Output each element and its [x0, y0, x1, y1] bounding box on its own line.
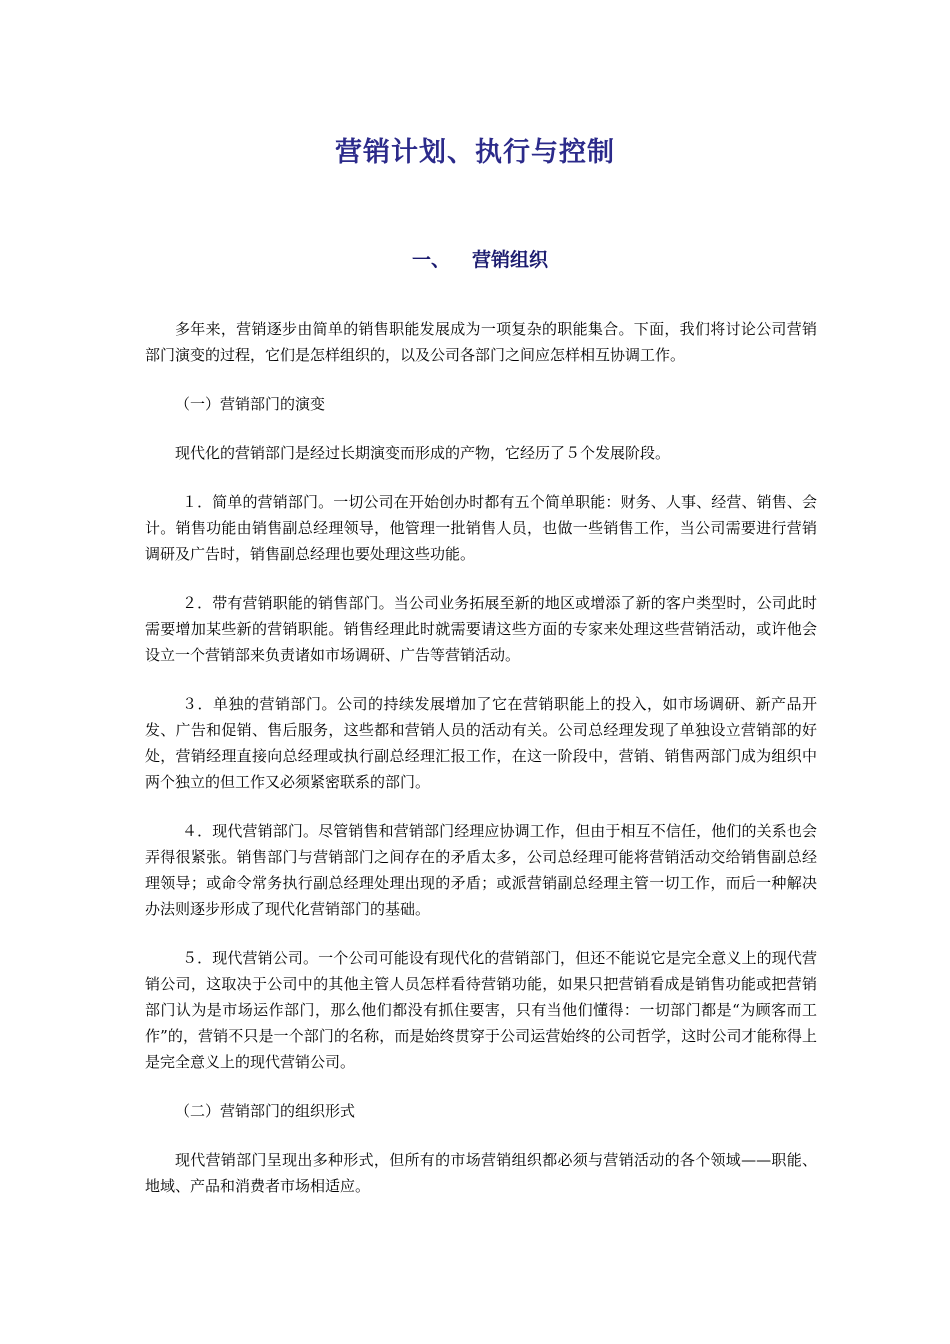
document-body [145, 316, 817, 1222]
subsection-heading-1: （一）营销部门的演变 [175, 395, 326, 413]
stage-paragraph-1: １．简单的营销部门。一切公司在开始创办时都有五个简单职能：财务、人事、经营、销售、会计。销售功能由销售副总经理领导，他管理一批销售人员，也做一些销售工作，当公司需要进行营销调研及广告时，销售副总经理也要处理这些功能。 [145, 493, 817, 563]
stage-paragraph-5: ５．现代营销公司。一个公司可能设有现代化的营销部门，但还不能说它是完全意义上的现代营销公司，这取决于公司中的其他主管人员怎样看待营销功能，如果只把营销看成是销售功能或把营销部门认为是市场运作部门，那么他们都没有抓住要害，只有当他们懂得：一切部门都是“为顾客而工作”的，营销不只是一个部门的名称，而是始终贯穿于公司运营始终的公司哲学，这时公司才能称得上是完全意义上的现代营销公司。 [145, 949, 817, 1071]
subsection-heading-2: （二）营销部门的组织形式 [175, 1102, 356, 1120]
stage-paragraph-3: ３．单独的营销部门。公司的持续发展增加了它在营销职能上的投入，如市场调研、新产品开发、广告和促销、售后服务，这些都和营销人员的活动有关。公司总经理发现了单独设立营销部的好处，营销经理直接向总经理或执行副总经理汇报工作，在这一阶段中，营销、销售两部门成为组织中两个独立的但工作又必须紧密联系的部门。 [145, 695, 817, 791]
document-title: 营销计划、执行与控制 [335, 137, 615, 168]
intro-paragraph: 多年来，营销逐步由简单的销售职能发展成为一项复杂的职能集合。下面，我们将讨论公司营销部门演变的过程，它们是怎样组织的，以及公司各部门之间应怎样相互协调工作。 [145, 320, 817, 364]
stage-paragraph-4: ４．现代营销部门。尽管销售和营销部门经理应协调工作，但由于相互不信任，他们的关系也会弄得很紧张。销售部门与营销部门之间存在的矛盾太多，公司总经理可能将营销活动交给销售副总经理领导；或命令常务执行副总经理处理出现的矛盾；或派营销副总经理主管一切工作，而后一种解决办法则逐步形成了现代化营销部门的基础。 [145, 822, 817, 918]
section-number: 一、 [412, 249, 451, 271]
section-heading [412, 245, 548, 272]
subsection-1-intro: 现代化的营销部门是经过长期演变而形成的产物，它经历了５个发展阶段。 [175, 444, 671, 462]
stage-paragraph-2: ２．带有营销职能的销售部门。当公司业务拓展至新的地区或增添了新的客户类型时，公司此时需要增加某些新的营销职能。销售经理此时就需要请这些方面的专家来处理这些营销活动，或许他会设立一个营销部来负责诸如市场调研、广告等营销活动。 [145, 594, 817, 664]
section-title: 营销组织 [472, 249, 549, 271]
subsection-2-intro: 现代营销部门呈现出多种形式，但所有的市场营销组织都必须与营销活动的各个领域——职能、地域、产品和消费者市场相适应。 [145, 1151, 817, 1195]
